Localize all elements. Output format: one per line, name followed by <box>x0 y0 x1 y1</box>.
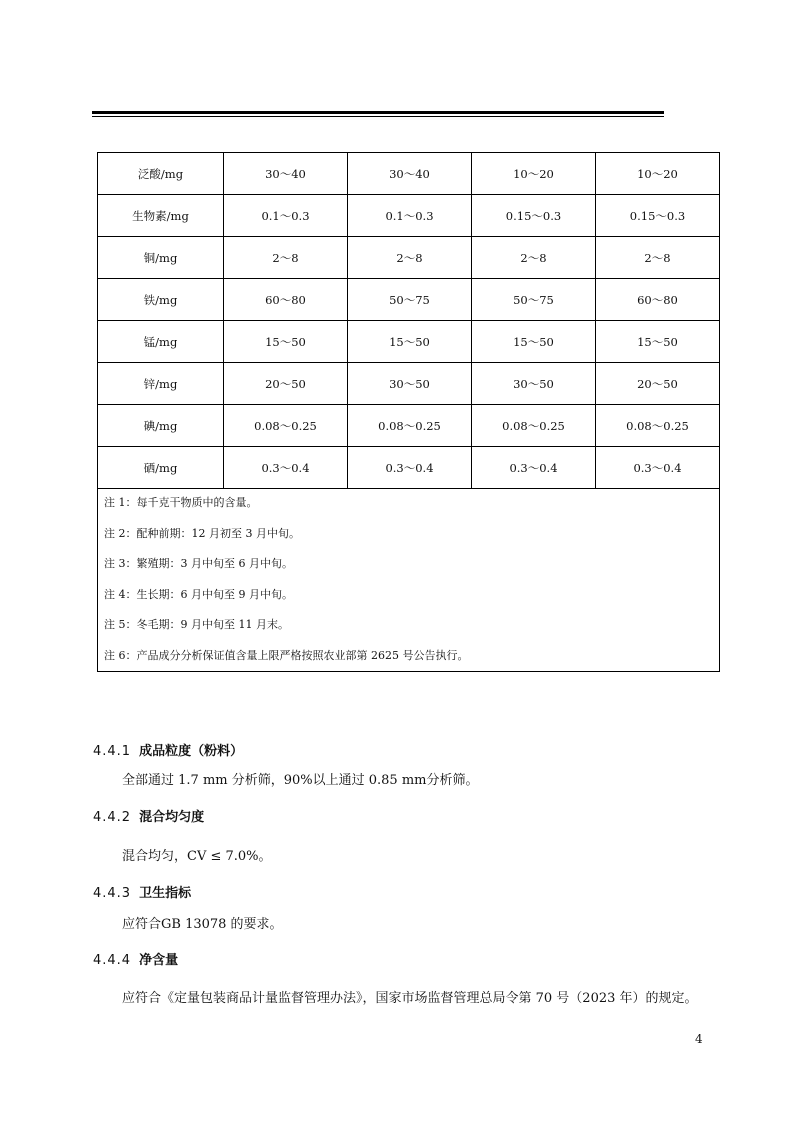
table-cell: 30～50 <box>348 363 472 405</box>
table-cell: 30～40 <box>224 153 348 195</box>
table-cell: 15～50 <box>472 321 596 363</box>
table-cell: 0.1～0.3 <box>348 195 472 237</box>
table-cell: 15～50 <box>596 321 720 363</box>
notes-row <box>98 489 720 672</box>
table-cell: 0.08～0.25 <box>596 405 720 447</box>
table-cell: 0.08～0.25 <box>224 405 348 447</box>
table-cell: 50～75 <box>348 279 472 321</box>
row-label: 泛酸/mg <box>98 153 224 195</box>
row-label: 铁/mg <box>98 279 224 321</box>
row-label: 铜/mg <box>98 237 224 279</box>
table-cell: 0.3～0.4 <box>596 447 720 489</box>
table-cell: 2～8 <box>596 237 720 279</box>
table-row <box>98 279 720 321</box>
table-cell: 2～8 <box>472 237 596 279</box>
table-notes <box>98 489 720 672</box>
table-cell: 15～50 <box>224 321 348 363</box>
table-cell: 20～50 <box>224 363 348 405</box>
section-body-4-4-4: 应符合《定量包装商品计量监督管理办法》，国家市场监督管理总局令第 70 号（2023 年）的规定。 <box>122 991 698 1006</box>
header-rule-thin <box>92 116 664 117</box>
table-row <box>98 195 720 237</box>
section-heading-4-4-4: 4.4.4 净含量 <box>93 953 179 968</box>
table-cell: 0.15～0.3 <box>596 195 720 237</box>
nutrient-table <box>97 152 720 672</box>
row-label: 碘/mg <box>98 405 224 447</box>
table-cell: 0.1～0.3 <box>224 195 348 237</box>
table-row <box>98 237 720 279</box>
row-label: 锰/mg <box>98 321 224 363</box>
table-cell: 2～8 <box>348 237 472 279</box>
table-row <box>98 405 720 447</box>
table-cell: 0.3～0.4 <box>224 447 348 489</box>
table-cell: 0.3～0.4 <box>472 447 596 489</box>
row-label: 生物素/mg <box>98 195 224 237</box>
table-cell: 0.08～0.25 <box>472 405 596 447</box>
table-cell: 50～75 <box>472 279 596 321</box>
table-cell: 0.08～0.25 <box>348 405 472 447</box>
table-cell: 30～40 <box>348 153 472 195</box>
table-cell: 10～20 <box>472 153 596 195</box>
table-cell: 0.15～0.3 <box>472 195 596 237</box>
table-row <box>98 363 720 405</box>
table-row <box>98 153 720 195</box>
section-heading-4-4-3: 4.4.3 卫生指标 <box>93 886 192 901</box>
table-cell: 15～50 <box>348 321 472 363</box>
section-body-4-4-2: 混合均匀，CV ≤ 7.0%。 <box>122 849 272 864</box>
section-body-4-4-3: 应符合GB 13078 的要求。 <box>122 917 283 932</box>
table-note: 注 5：冬毛期：9 月中旬至 11 月末。 <box>104 618 289 631</box>
table-note: 注 1：每千克干物质中的含量。 <box>104 496 258 509</box>
header-rule-thick <box>92 111 664 114</box>
row-label: 锌/mg <box>98 363 224 405</box>
table-cell: 60～80 <box>224 279 348 321</box>
row-label: 硒/mg <box>98 447 224 489</box>
section-heading-4-4-2: 4.4.2 混合均匀度 <box>93 810 205 825</box>
table-note: 注 2：配种前期：12 月初至 3 月中旬。 <box>104 526 300 540</box>
page-number: 4 <box>695 1032 703 1046</box>
section-body-4-4-1: 全部通过 1.7 mm 分析筛，90%以上通过 0.85 mm分析筛。 <box>122 773 479 788</box>
table-note: 注 3：繁殖期：3 月中旬至 6 月中旬。 <box>104 557 293 570</box>
table-cell: 0.3～0.4 <box>348 447 472 489</box>
table-cell: 20～50 <box>596 363 720 405</box>
table-cell: 2～8 <box>224 237 348 279</box>
table-cell: 60～80 <box>596 279 720 321</box>
table-note: 注 4：生长期：6 月中旬至 9 月中旬。 <box>104 587 293 601</box>
table-row <box>98 447 720 489</box>
table-row <box>98 321 720 363</box>
table-cell: 10～20 <box>596 153 720 195</box>
section-heading-4-4-1: 4.4.1 成品粒度（粉料） <box>93 744 244 759</box>
table-note: 注 6：产品成分分析保证值含量上限严格按照农业部第 2625 号公告执行。 <box>104 648 469 662</box>
table-cell: 30～50 <box>472 363 596 405</box>
